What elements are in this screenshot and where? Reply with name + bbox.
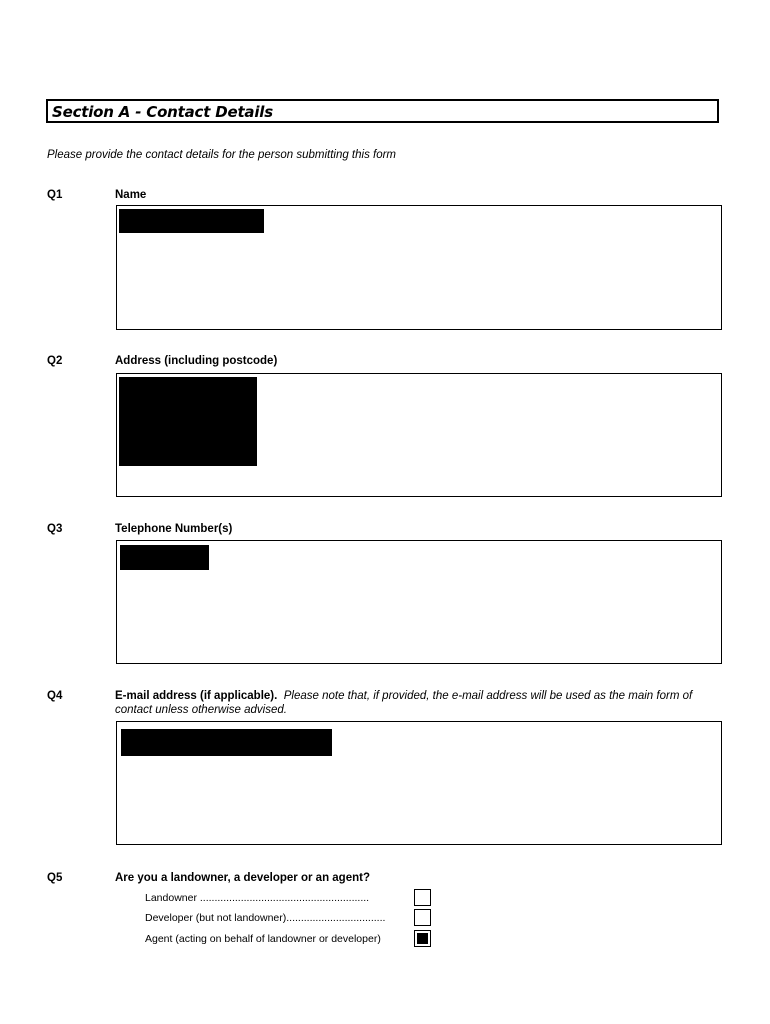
landowner-checkbox[interactable] xyxy=(414,889,431,906)
question-label-address: Address (including postcode) xyxy=(115,355,278,367)
question-label-role: Are you a landowner, a developer or an agent? xyxy=(115,872,370,884)
question-label-email xyxy=(115,689,725,717)
question-number-q2: Q2 xyxy=(47,355,63,367)
email-note: Please note that, if provided, the e-mail address will be used as the main form of contact unless otherwise advised. xyxy=(115,690,693,716)
intro-text: Please provide the contact details for the person submitting this form xyxy=(47,149,397,161)
redaction-block xyxy=(119,377,257,466)
address-field[interactable] xyxy=(116,373,722,497)
option-label: Agent (acting on behalf of landowner or developer) xyxy=(145,933,381,945)
question-label-telephone: Telephone Number(s) xyxy=(115,523,233,535)
option-label: Developer (but not landowner).................................. xyxy=(145,912,386,924)
redaction-block xyxy=(119,209,264,233)
email-label-text: E-mail address (if applicable). xyxy=(115,690,278,702)
name-field[interactable] xyxy=(116,205,722,330)
option-label: Landowner .......................................................... xyxy=(145,892,370,904)
question-label-name: Name xyxy=(115,189,147,201)
redaction-block xyxy=(120,545,209,570)
question-number-q3: Q3 xyxy=(47,523,63,535)
agent-checkbox[interactable] xyxy=(414,930,431,947)
telephone-field[interactable] xyxy=(116,540,722,664)
section-header xyxy=(46,99,719,123)
question-number-q1: Q1 xyxy=(47,189,63,201)
developer-checkbox[interactable] xyxy=(414,909,431,926)
redaction-block xyxy=(121,729,332,756)
email-field[interactable] xyxy=(116,721,722,845)
question-number-q5: Q5 xyxy=(47,872,63,884)
section-title: Section A - Contact Details xyxy=(52,103,273,121)
question-number-q4: Q4 xyxy=(47,690,63,702)
